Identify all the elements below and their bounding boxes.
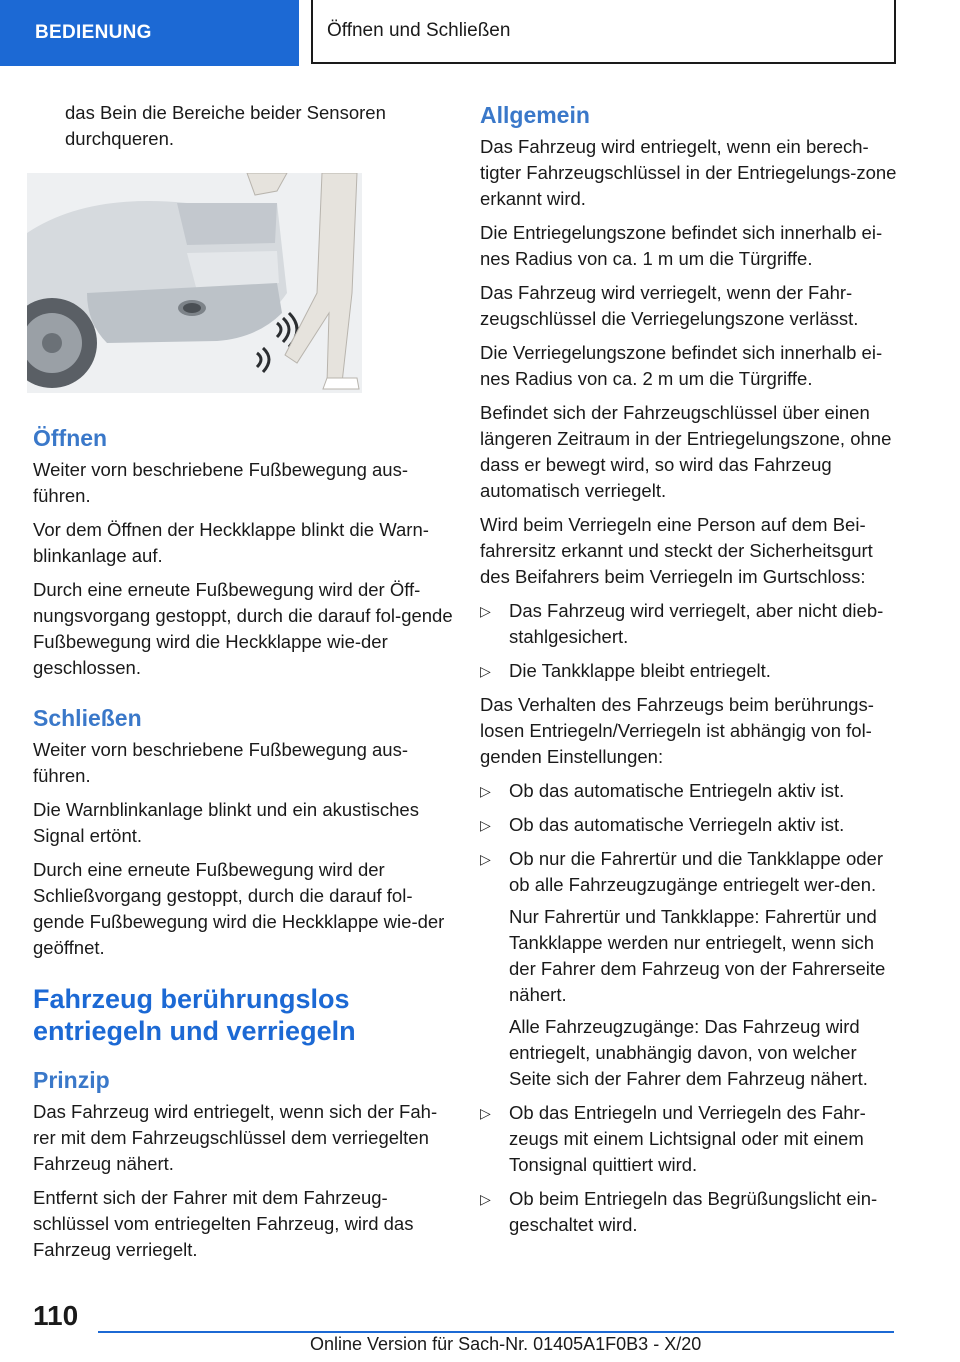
oeffnen-paragraph-1: Weiter vorn beschriebene Fußbewegung aus-führen. — [33, 459, 409, 506]
schliessen-heading: Schließen — [33, 705, 142, 731]
prinzip-heading: Prinzip — [33, 1067, 110, 1093]
allgemein-paragraph-4: Die Verriegelungszone befindet sich innerhalb ei-nes Radius von ca. 2 m um die Türgriffe. — [480, 342, 883, 389]
triangle-bullet-icon: ▷ — [480, 663, 491, 679]
allgemein-paragraph-5: Befindet sich der Fahrzeugschlüssel über einen längeren Zeitraum in der Entriegelungszone, ohne dass er bewegt wird, so wird das Fahrzeug automatisch verriegelt. — [480, 402, 892, 501]
prinzip-paragraph-1: Das Fahrzeug wird entriegelt, wenn sich der Fah-rer mit dem Fahrzeugschlüssel dem verriegelten Fahrzeug nähert. — [33, 1101, 438, 1174]
list-item-subtext: Nur Fahrertür und Tankklappe: Fahrertür und Tankklappe werden nur entriegelt, wenn sich der Fahrer dem Fahrzeug von der Fahrerseite nähert. — [509, 906, 886, 1005]
list-item-text: Die Tankklappe bleibt entriegelt. — [509, 660, 771, 681]
footer-divider — [98, 1331, 894, 1333]
allgemein-paragraph-1: Das Fahrzeug wird entriegelt, wenn ein berech-tigter Fahrzeugschlüssel in der Entriegelungs-zone erkannt wird. — [480, 136, 897, 209]
schliessen-paragraph-3: Durch eine erneute Fußbewegung wird der Schließvorgang gestoppt, durch die darauf fol-gende Fußbewegung wird die Heckklappe wie-der geöffnet. — [33, 859, 445, 958]
settings-list — [480, 778, 900, 1238]
oeffnen-heading: Öffnen — [33, 425, 108, 451]
chapter-title: Öffnen und Schließen — [311, 0, 896, 64]
section-tab: BEDIENUNG — [0, 0, 299, 66]
list-item — [480, 846, 900, 1092]
oeffnen-paragraph-2: Vor dem Öffnen der Heckklappe blinkt die Warn-blinkanlage auf. — [33, 519, 429, 566]
gurt-list — [480, 598, 900, 684]
triangle-bullet-icon: ▷ — [480, 1191, 491, 1207]
triangle-bullet-icon: ▷ — [480, 1105, 491, 1121]
allgemein-paragraph-2: Die Entriegelungszone befindet sich innerhalb ei-nes Radius von ca. 1 m um die Türgriffe. — [480, 222, 883, 269]
schliessen-paragraph-1: Weiter vorn beschriebene Fußbewegung aus-führen. — [33, 739, 409, 786]
page-number: 110 — [33, 1300, 79, 1331]
list-item-text: Ob das automatische Verriegeln aktiv ist. — [509, 814, 845, 835]
triangle-bullet-icon: ▷ — [480, 817, 491, 833]
triangle-bullet-icon: ▷ — [480, 783, 491, 799]
schliessen-paragraph-2: Die Warnblinkanlage blinkt und ein akustisches Signal ertönt. — [33, 799, 419, 846]
oeffnen-paragraph-3: Durch eine erneute Fußbewegung wird der Öff-nungsvorgang gestoppt, durch die darauf fol-gende Fußbewegung wird die Heckklappe wie-der geschlossen. — [33, 579, 453, 678]
list-item-text: Ob das automatische Entriegeln aktiv ist. — [509, 780, 845, 801]
list-item-text: Ob nur die Fahrertür und die Tankklappe oder ob alle Fahrzeugzugänge entriegelt wer-den. — [509, 848, 884, 895]
list-item — [480, 1100, 900, 1178]
triangle-bullet-icon: ▷ — [480, 603, 491, 619]
intro-text: das Bein die Bereiche beider Sensoren durchqueren. — [65, 102, 386, 149]
right-column — [480, 100, 900, 1246]
main-section-heading: Fahrzeug berührungslos entriegeln und verriegeln — [33, 984, 356, 1046]
list-item — [480, 778, 900, 804]
allgemein-paragraph-6: Wird beim Verriegeln eine Person auf dem Bei-fahrersitz erkannt und steckt der Sicherheitsgurt des Beifahrers beim Verriegeln im Gurtschloss: — [480, 514, 873, 587]
list-item-subtext: Alle Fahrzeugzugänge: Das Fahrzeug wird entriegelt, unabhängig davon, von welcher Seite sich der Fahrer dem Fahrzeug nähert. — [509, 1016, 868, 1089]
illustration-svg — [27, 173, 362, 393]
list-item — [480, 812, 900, 838]
list-item-text: Ob das Entriegeln und Verriegeln des Fahr-zeugs mit einem Lichtsignal oder mit einem Tonsignal quittiert wird. — [509, 1102, 866, 1175]
left-column — [33, 100, 453, 1271]
allgemein-heading: Allgemein — [480, 102, 590, 128]
prinzip-paragraph-2: Entfernt sich der Fahrer mit dem Fahrzeug-schlüssel vom entriegelten Fahrzeug, wird das Fahrzeug verriegelt. — [33, 1187, 414, 1260]
list-item — [480, 1186, 900, 1238]
list-item — [480, 598, 900, 650]
page-header — [0, 0, 960, 66]
footer-version-text: Online Version für Sach-Nr. 01405A1F0B3 - X/20 — [310, 1334, 702, 1354]
settings-intro-paragraph: Das Verhalten des Fahrzeugs beim berührungs-losen Entriegeln/Verriegeln ist abhängig von fol-genden Einstellungen: — [480, 694, 874, 767]
allgemein-paragraph-3: Das Fahrzeug wird verriegelt, wenn der Fahr-zeugschlüssel die Verriegelungszone verlässt. — [480, 282, 859, 329]
list-item-text: Das Fahrzeug wird verriegelt, aber nicht dieb-stahlgesichert. — [509, 600, 884, 647]
list-item-text: Ob beim Entriegeln das Begrüßungslicht ein-geschaltet wird. — [509, 1188, 878, 1235]
triangle-bullet-icon: ▷ — [480, 851, 491, 867]
car-rear-foot-gesture-illustration — [27, 173, 362, 393]
list-item — [480, 658, 900, 684]
